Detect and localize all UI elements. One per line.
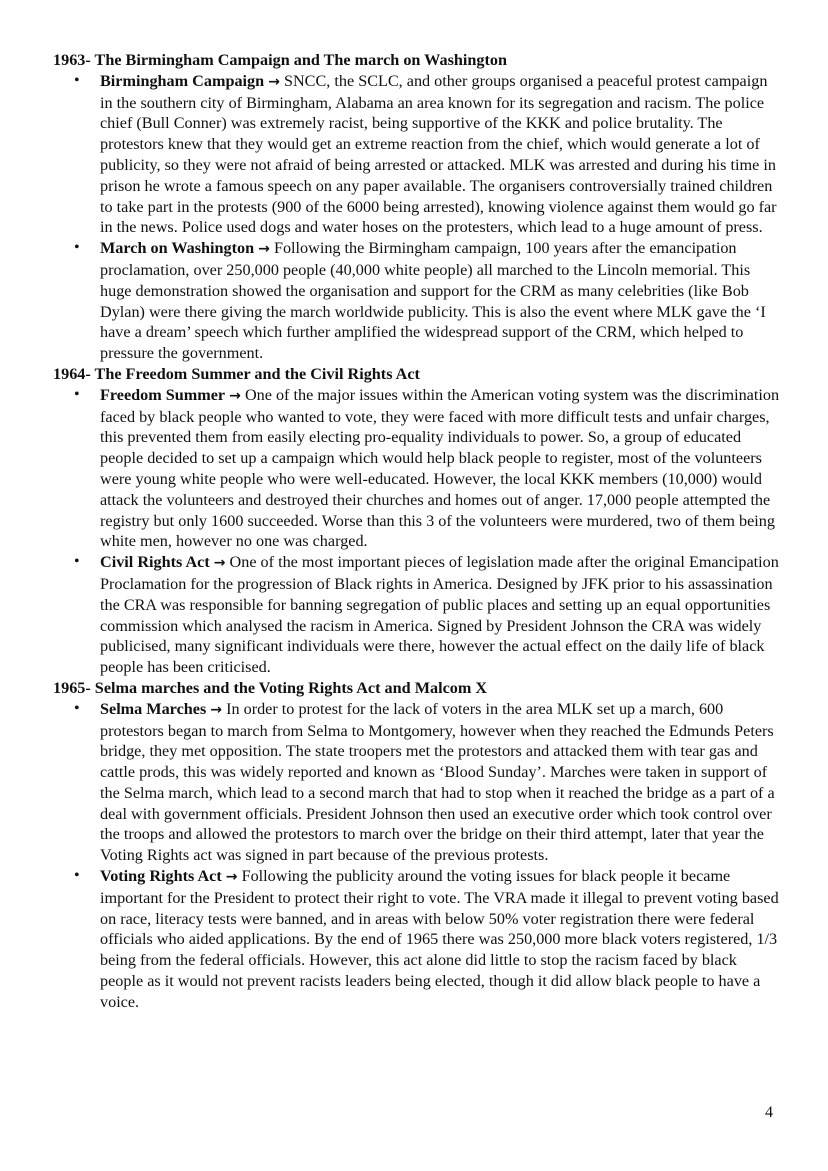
item-term: Selma Marches — [100, 699, 207, 718]
item-term: Freedom Summer — [100, 385, 226, 404]
bullet-list — [53, 699, 783, 1013]
arrow-right-icon: → — [210, 701, 223, 718]
arrow-right-icon: → — [229, 387, 241, 404]
bullet-icon: • — [74, 71, 80, 89]
list-item — [53, 385, 783, 552]
bullet-icon: • — [74, 385, 80, 403]
arrow-right-icon: → — [213, 555, 226, 572]
bullet-icon: • — [74, 553, 80, 571]
bullet-icon: • — [74, 699, 80, 717]
page-number: 4 — [765, 1104, 773, 1121]
item-term: March on Washington — [100, 239, 255, 258]
item-text: SNCC, the SCLC, and other groups organised a peaceful protest campaign in the southern city of Birmingham, Alabama an area known for its segregation and racism. The police chief (Bull Conner) was extremely racist, being supportive of the KKK and police brutality. The protestors knew that they would get an extreme reaction from the chief, which would generate a lot of publicity, so they were not afraid of being arrested or attacked. MLK was arrested and during his time in prison he wrote a famous speech on any paper available. The organisers controversially trained children to take part in the protests (900 of the 6000 being arrested), knowing violence against them would go far in the news. Police used dogs and water hoses on the protesters, which lead to a huge amount of press. — [100, 71, 777, 237]
arrow-right-icon: → — [225, 869, 238, 886]
arrow-right-icon: → — [258, 241, 270, 258]
bullet-list — [53, 71, 783, 364]
item-text: Following the Birmingham campaign, 100 years after the emancipation proclamation, over 250,000 people (40,000 white people) all marched to the Lincoln memorial. This huge demonstration showed the organisation and support for the CRM as many celebrities (like Bob Dylan) were there giving the march worldwide publicity. This is also the event where MLK gave the ‘I have a dream’ speech which further amplified the widespread support of the CRM, which helped to pressure the government. — [100, 239, 766, 363]
section-1964 — [53, 364, 783, 678]
list-item — [53, 71, 783, 238]
item-term: Birmingham Campaign — [100, 71, 265, 90]
list-item — [53, 552, 783, 678]
list-item — [53, 699, 783, 866]
section-heading: 1964- The Freedom Summer and the Civil Rights Act — [53, 364, 420, 383]
list-item — [53, 238, 783, 364]
bullet-icon: • — [74, 867, 80, 885]
section-1965 — [53, 678, 783, 1013]
bullet-list — [53, 385, 783, 678]
item-text: In order to protest for the lack of voters in the area MLK set up a march, 600 protestors began to march from Selma to Montgomery, however when they reached the Edmunds Peters bridge, they met opposition. The state troopers met the protestors and attacked them with tear gas and cattle prods, this was widely reported and known as ‘Blood Sunday’. Marches were taken in support of the Selma march, which lead to a second march that had to stop when it reached the bridge as a part of a deal with government officials. President Johnson then used an executive order which took control over the troops and allowed the protestors to march over the bridge on their third attempt, later that year the Voting Rights act was signed in part because of the previous protests. — [100, 699, 775, 865]
list-item — [53, 866, 783, 1013]
item-term: Voting Rights Act — [100, 867, 222, 886]
item-text: One of the most important pieces of legislation made after the original Emancipation Proclamation for the progression of Black rights in America. Designed by JFK prior to his assassination the CRA was responsible for banning segregation of public places and setting up an equal opportunities commission which analysed the racism in America. Signed by President Johnson the CRA was widely publicised, many significant individuals were there, however the actual effect on the daily life of black people has been criticised. — [100, 553, 779, 677]
item-text: One of the major issues within the American voting system was the discrimination faced by black people who wanted to vote, they were faced with more difficult tests and unfair charges, this prevented them from easily electing pro-equality individuals to power. So, a group of educated people decided to set up a campaign which would help black people to register, most of the volunteers were young white people who were well-educated. However, the local KKK members (10,000) would attack the volunteers and destroyed their churches and homes out of anger. 17,000 people attempted the registry but only 1600 succeeded. Worse than this 3 of the volunteers were murdered, two of them being white men, however no one was charged. — [100, 385, 780, 551]
page-content — [53, 50, 783, 1013]
item-term: Civil Rights Act — [100, 553, 210, 572]
arrow-right-icon: → — [268, 73, 280, 90]
section-heading: 1963- The Birmingham Campaign and The march on Washington — [53, 51, 507, 69]
section-heading: 1965- Selma marches and the Voting Rights Act and Malcom X — [53, 678, 488, 697]
item-text: Following the publicity around the voting issues for black people it became important for the President to protect their right to vote. The VRA made it illegal to prevent voting based on race, literacy tests were banned, and in areas with below 50% voter registration there were federal officials who aided applications. By the end of 1965 there was 250,000 more black voters registered, 1/3 being from the federal officials. However, this act alone did little to stop the racism faced by black people as it would not prevent racists leaders being elected, though it did allow black people to have a voice. — [100, 867, 779, 1011]
bullet-icon: • — [74, 239, 80, 257]
section-1963 — [53, 50, 783, 364]
